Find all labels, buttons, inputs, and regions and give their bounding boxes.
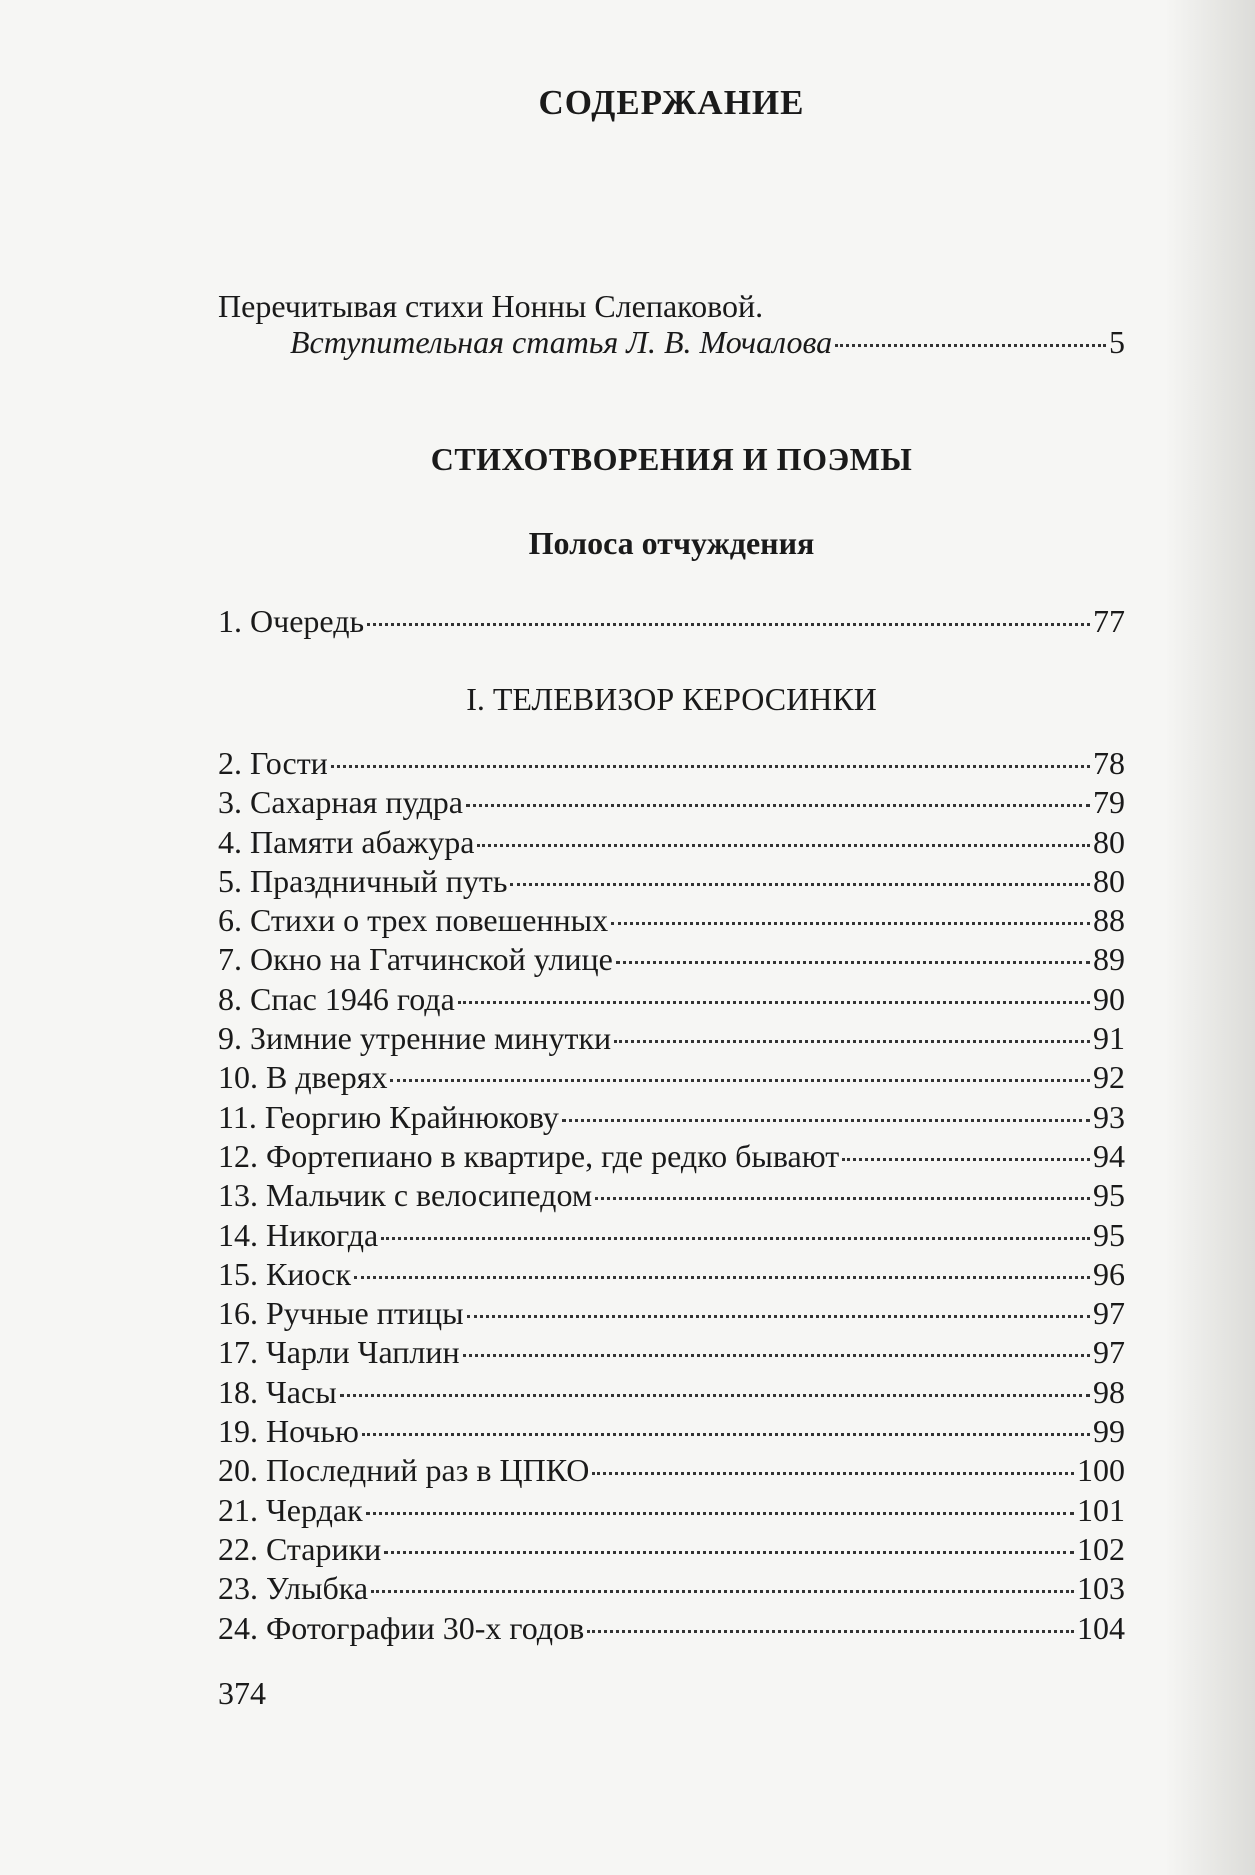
toc-entry bbox=[218, 1373, 1125, 1412]
toc-entry-page: 91 bbox=[1093, 1020, 1125, 1057]
toc-entry bbox=[218, 744, 1125, 783]
toc-entry bbox=[218, 823, 1125, 862]
toc-entry bbox=[218, 1176, 1125, 1215]
toc-entry-page: 97 bbox=[1093, 1295, 1125, 1332]
dot-leader bbox=[340, 1394, 1090, 1397]
dot-leader bbox=[371, 1590, 1074, 1593]
toc-entry-title: 16. Ручные птицы bbox=[218, 1295, 464, 1332]
contents-heading: СОДЕРЖАНИЕ bbox=[538, 83, 805, 122]
toc-entry-title: 24. Фотографии 30-х годов bbox=[218, 1609, 585, 1646]
toc-entry-page: 92 bbox=[1093, 1059, 1125, 1096]
toc-entry-page: 102 bbox=[1077, 1530, 1125, 1567]
dot-leader bbox=[381, 1237, 1090, 1240]
dot-leader bbox=[477, 844, 1090, 847]
toc-entry-page: 96 bbox=[1093, 1255, 1125, 1292]
toc-entry-title: 4. Памяти абажура bbox=[218, 823, 475, 860]
toc-entry-page: 103 bbox=[1077, 1570, 1125, 1607]
toc-entry-page: 100 bbox=[1077, 1452, 1125, 1489]
toc-entry-title: 2. Гости bbox=[218, 745, 328, 781]
toc-entry-title: 14. Никогда bbox=[218, 1216, 379, 1253]
toc-entry-page: 78 bbox=[1093, 745, 1125, 781]
toc-entry-title: 8. Спас 1946 года bbox=[218, 980, 455, 1017]
toc-entry bbox=[218, 1098, 1125, 1137]
toc-entry-title: 10. В дверях bbox=[218, 1059, 388, 1096]
dot-leader bbox=[362, 1433, 1090, 1436]
dot-leader bbox=[367, 623, 1090, 626]
dot-leader bbox=[366, 1512, 1074, 1515]
dot-leader bbox=[458, 1001, 1090, 1004]
dot-leader bbox=[592, 1472, 1074, 1475]
page-number: 374 bbox=[218, 1675, 266, 1711]
toc-entry-page: 94 bbox=[1093, 1137, 1125, 1174]
toc-entry-title: 18. Часы bbox=[218, 1373, 337, 1410]
toc-entry bbox=[218, 1491, 1125, 1530]
book-page bbox=[218, 0, 1125, 1875]
dot-leader bbox=[562, 1119, 1090, 1122]
toc-entry-page: 104 bbox=[1077, 1609, 1125, 1646]
toc-entry bbox=[218, 980, 1125, 1019]
toc-list bbox=[218, 744, 1125, 1648]
dot-leader bbox=[510, 883, 1090, 886]
toc-entry-title: 22. Старики bbox=[218, 1530, 382, 1567]
toc-entry-page: 99 bbox=[1093, 1413, 1125, 1450]
toc-entry bbox=[218, 1058, 1125, 1097]
toc-entry bbox=[218, 940, 1125, 979]
toc-entry-page: 98 bbox=[1093, 1373, 1125, 1410]
toc-entry-title: 6. Стихи о трех повешенных bbox=[218, 902, 609, 939]
dot-leader bbox=[354, 1276, 1090, 1279]
dot-leader bbox=[384, 1551, 1074, 1554]
toc-entry-page: 95 bbox=[1093, 1177, 1125, 1214]
toc-entry-page: 80 bbox=[1093, 862, 1125, 899]
toc-entry-title: 19. Ночью bbox=[218, 1413, 359, 1450]
book-heading: Полоса отчуждения bbox=[528, 525, 815, 561]
toc-entry-page: 101 bbox=[1077, 1491, 1125, 1528]
toc-entry bbox=[218, 1530, 1125, 1569]
dot-leader bbox=[463, 1354, 1090, 1357]
toc-entry bbox=[218, 602, 1125, 641]
toc-entry-title: 17. Чарли Чаплин bbox=[218, 1334, 460, 1371]
page-edge-shadow bbox=[1165, 0, 1255, 1875]
dot-leader bbox=[331, 765, 1090, 768]
toc-entry-title: 9. Зимние утренние минутки bbox=[218, 1020, 612, 1057]
toc-entry-title: 12. Фортепиано в квартире, где редко бывают bbox=[218, 1137, 840, 1174]
toc-entry-page: 90 bbox=[1093, 980, 1125, 1017]
dot-leader bbox=[595, 1197, 1090, 1200]
toc-entry bbox=[218, 1255, 1125, 1294]
dot-leader bbox=[467, 1315, 1090, 1318]
toc-entry-title: 5. Праздничный путь bbox=[218, 862, 508, 899]
dot-leader bbox=[842, 1158, 1090, 1161]
intro-title: Перечитывая стихи Нонны Слепаковой. bbox=[218, 288, 764, 324]
dot-leader bbox=[587, 1630, 1074, 1633]
toc-entry bbox=[218, 1451, 1125, 1490]
toc-entry-title: 11. Георгию Крайнюкову bbox=[218, 1098, 559, 1135]
toc-entry bbox=[218, 783, 1125, 822]
toc-entry bbox=[218, 1294, 1125, 1333]
toc-entry bbox=[218, 1019, 1125, 1058]
toc-entry-page: 77 bbox=[1093, 603, 1125, 639]
toc-entry-page: 95 bbox=[1093, 1216, 1125, 1253]
section-heading: СТИХОТВОРЕНИЯ И ПОЭМЫ bbox=[430, 441, 913, 477]
toc-entry bbox=[218, 1412, 1125, 1451]
dot-leader bbox=[614, 1040, 1090, 1043]
toc-entry-title: 23. Улыбка bbox=[218, 1570, 369, 1607]
intro-page-number: 5 bbox=[1109, 324, 1125, 360]
toc-entry-title: 13. Мальчик с велосипедом bbox=[218, 1177, 593, 1214]
toc-first-list bbox=[218, 602, 1125, 641]
dot-leader bbox=[616, 961, 1090, 964]
dot-leader bbox=[390, 1079, 1090, 1082]
part-heading: I. ТЕЛЕВИЗОР КЕРОСИНКИ bbox=[466, 681, 877, 717]
toc-entry bbox=[218, 862, 1125, 901]
toc-entry-title: 1. Очередь bbox=[218, 603, 365, 639]
toc-entry bbox=[218, 1137, 1125, 1176]
toc-entry-page: 88 bbox=[1093, 902, 1125, 939]
toc-entry-page: 89 bbox=[1093, 941, 1125, 978]
dot-leader bbox=[466, 804, 1090, 807]
intro-entry bbox=[290, 322, 1125, 362]
toc-entry-title: 7. Окно на Гатчинской улице bbox=[218, 941, 613, 978]
toc-entry bbox=[218, 1609, 1125, 1648]
dot-leader bbox=[611, 922, 1090, 925]
toc-entry-page: 79 bbox=[1093, 784, 1125, 821]
toc-entry-page: 93 bbox=[1093, 1098, 1125, 1135]
toc-entry bbox=[218, 1333, 1125, 1372]
dot-leader bbox=[835, 344, 1106, 347]
toc-entry-page: 97 bbox=[1093, 1334, 1125, 1371]
toc-entry bbox=[218, 1216, 1125, 1255]
toc-entry-title: 15. Киоск bbox=[218, 1255, 352, 1292]
toc-entry-title: 20. Последний раз в ЦПКО bbox=[218, 1452, 590, 1489]
toc-entry-title: 3. Сахарная пудра bbox=[218, 784, 463, 821]
toc-entry bbox=[218, 901, 1125, 940]
intro-subtitle: Вступительная статья Л. В. Мочалова bbox=[290, 324, 833, 360]
toc-entry-title: 21. Чердак bbox=[218, 1491, 363, 1528]
toc-entry bbox=[218, 1569, 1125, 1608]
toc-entry-page: 80 bbox=[1093, 823, 1125, 860]
